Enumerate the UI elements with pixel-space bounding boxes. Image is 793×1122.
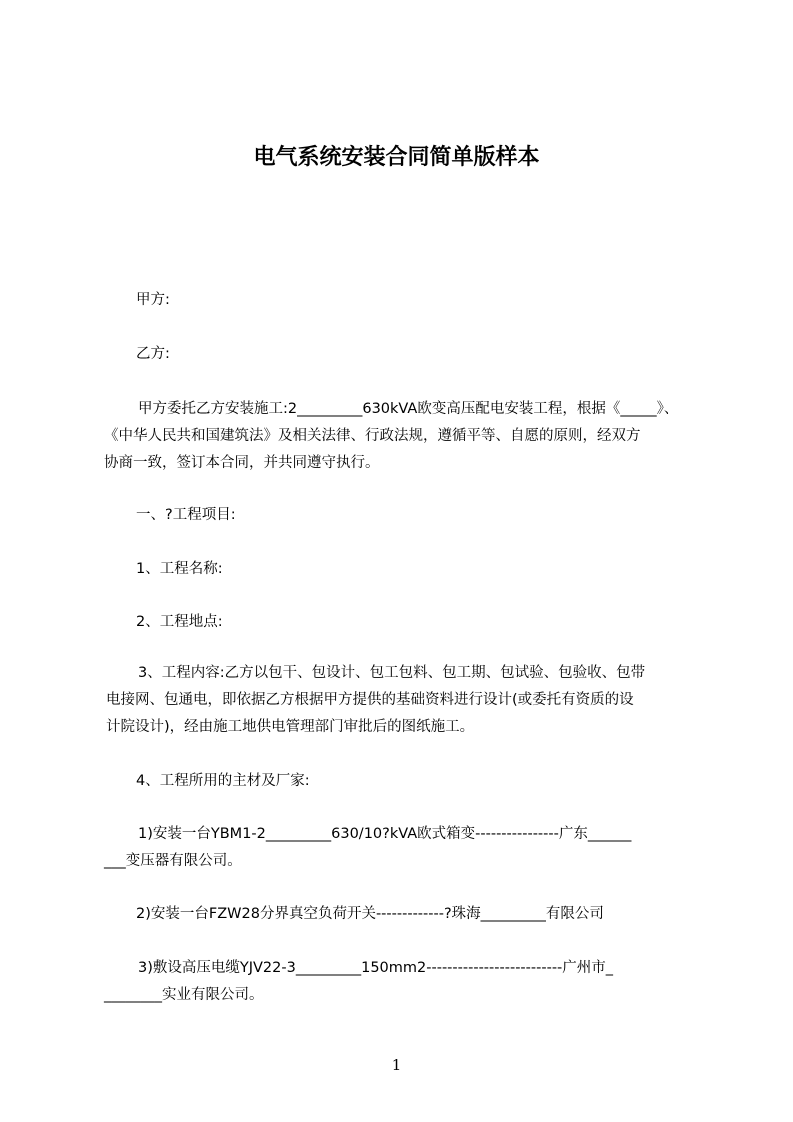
item-project-name: 1、工程名称: xyxy=(136,561,223,577)
party-a-label: 甲方: xyxy=(136,292,170,308)
item-materials-heading: 4、工程所用的主材及厂家: xyxy=(136,773,310,789)
material-2: 2)安装一台FZW28分界真空负荷开关-------------?珠海_________有限公司 xyxy=(136,906,604,922)
intro-line-1: 甲方委托乙方安装施工:2_________630kVA欧变高压配电安装工程，根据《_____》、 xyxy=(138,401,679,417)
document-title: 电气系统安装合同简单版样本 xyxy=(253,145,540,170)
item-project-content-line-3: 计院设计)，经由施工地供电管理部门审批后的图纸施工。 xyxy=(106,719,475,735)
intro-line-2: 《中华人民共和国建筑法》及相关法律、行政法规，遵循平等、自愿的原则，经双方 xyxy=(104,428,641,444)
intro-line-3: 协商一致，签订本合同，并共同遵守执行。 xyxy=(104,455,380,471)
page-number: 1 xyxy=(391,1056,402,1074)
material-1-line-1: 1)安装一台YBM1-2_________630/10?kVA欧式箱变----------------广东______ xyxy=(138,826,632,842)
item-project-location: 2、工程地点: xyxy=(136,614,223,630)
material-3-line-2: ________实业有限公司。 xyxy=(104,987,264,1003)
material-1-line-2: ___变压器有限公司。 xyxy=(104,853,242,869)
item-project-content-line-1: 3、工程内容:乙方以包干、包设计、包工包料、包工期、包试验、包验收、包带 xyxy=(138,665,646,681)
party-b-label: 乙方: xyxy=(136,346,170,362)
material-3-line-1: 3)敷设高压电缆YJV22-3_________150mm2--------------------------广州市_ xyxy=(138,960,614,976)
item-project-content-line-2: 电接网、包通电，即依据乙方根据甲方提供的基础资料进行设计(或委托有资质的设 xyxy=(106,692,634,708)
section-heading-projects: 一、?工程项目: xyxy=(136,507,236,523)
